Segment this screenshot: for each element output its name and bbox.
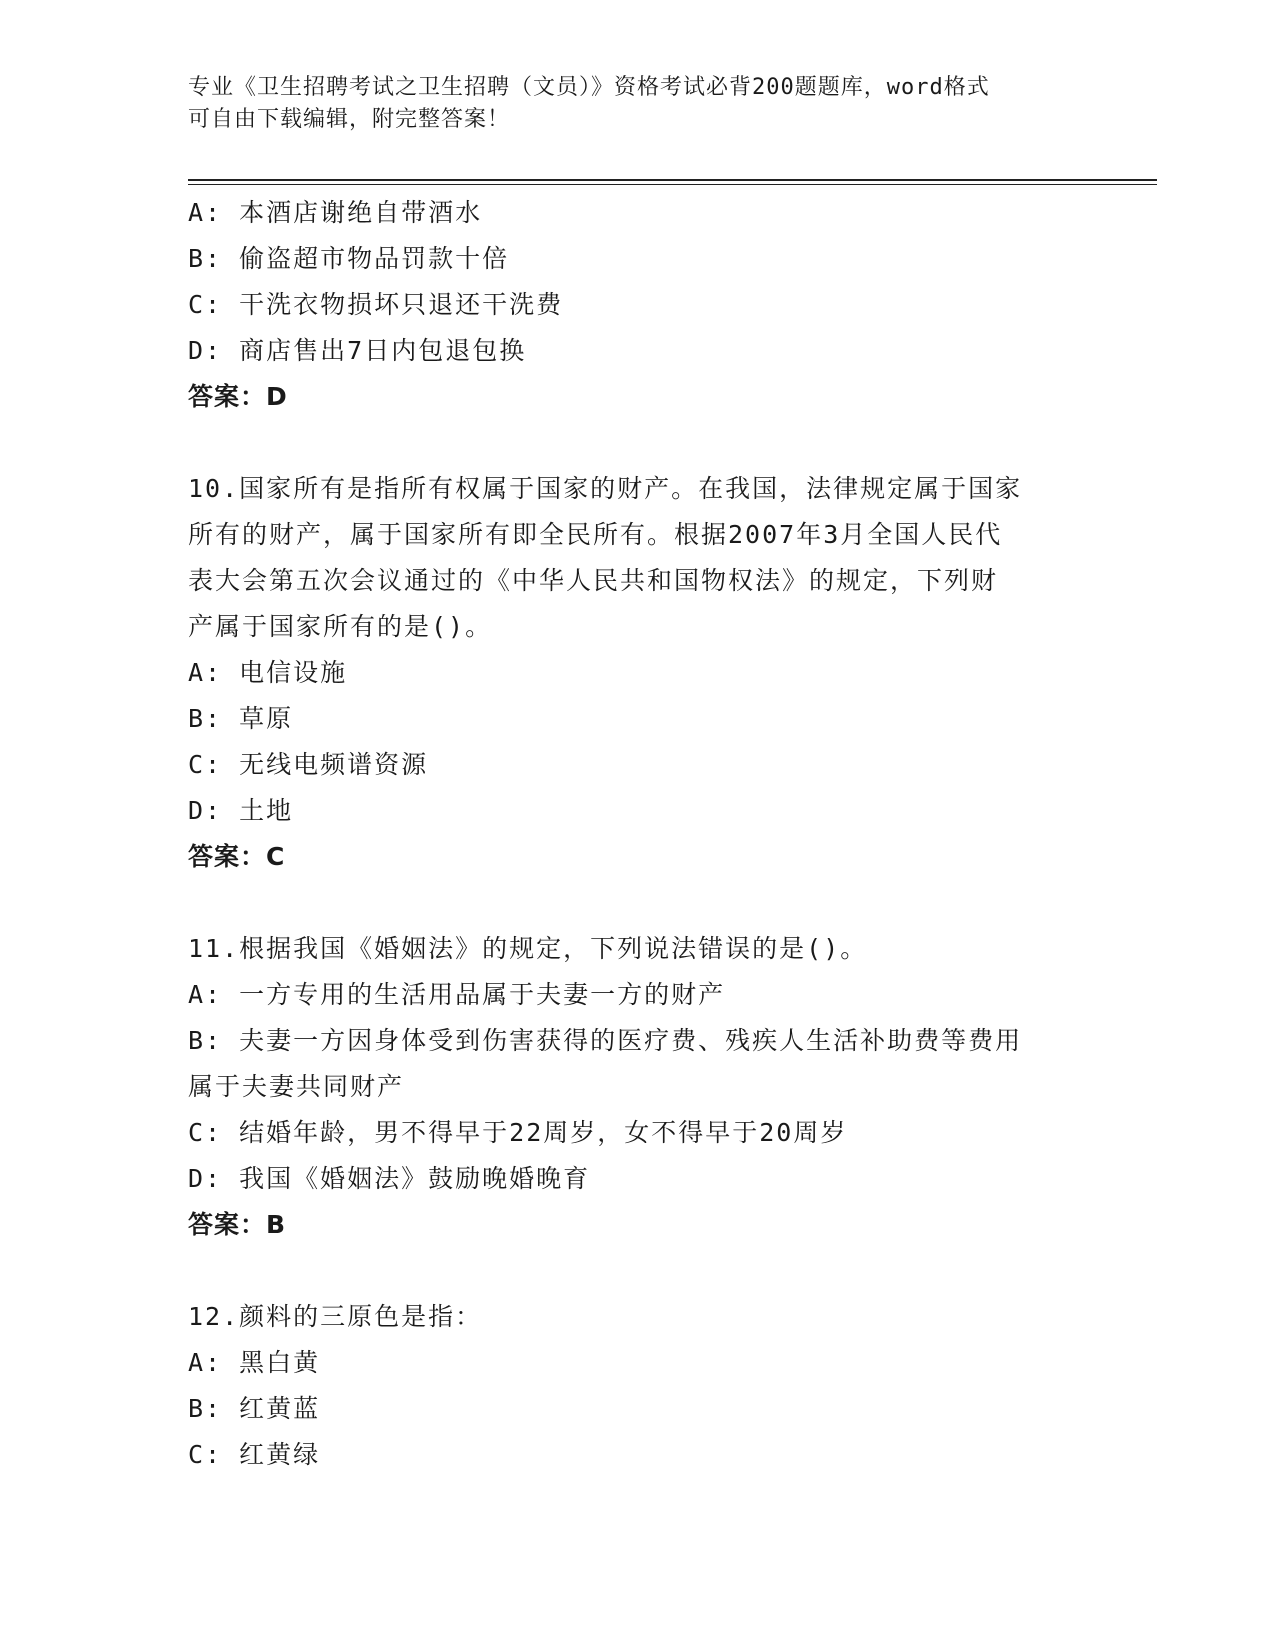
option-b: B: 红黄蓝 [188,1394,321,1423]
option-d: D: 我国《婚姻法》鼓励晚婚晚育 [188,1164,591,1193]
header-line-1: 专业《卫生招聘考试之卫生招聘（文员）》资格考试必背200题题库，word格式 [188,75,990,100]
option-c: C: 结婚年龄，男不得早于22周岁，女不得早于20周岁 [188,1118,848,1147]
option-b-continued: 属于夫妻共同财产 [188,1072,405,1101]
question-stem-line: 表大会第五次会议通过的《中华人民共和国物权法》的规定，下列财 [188,566,999,595]
option-b: B: 偷盗超市物品罚款十倍 [188,244,510,273]
question-stem-line: 11.根据我国《婚姻法》的规定，下列说法错误的是()。 [188,934,868,963]
option-a: A: 一方专用的生活用品属于夫妻一方的财产 [188,980,726,1009]
option-c: C: 红黄绿 [188,1440,321,1469]
option-c: C: 干洗衣物损坏只退还干洗费 [188,290,564,319]
question-list [188,190,1088,1478]
option-b: B: 草原 [188,704,294,733]
question-stem-line: 12.颜料的三原色是指： [188,1302,483,1331]
question-9 [188,190,1088,420]
option-a: A: 黑白黄 [188,1348,321,1377]
option-d: D: 土地 [188,796,294,825]
answer: 答案：D [188,382,288,411]
option-b: B: 夫妻一方因身体受到伤害获得的医疗费、残疾人生活补助费等费用 [188,1026,1023,1055]
option-d: D: 商店售出7日内包退包换 [188,336,527,365]
header-divider-thick [188,179,1157,181]
option-c: C: 无线电频谱资源 [188,750,429,779]
answer: 答案：C [188,842,286,871]
question-10 [188,466,1088,880]
question-11 [188,926,1088,1248]
question-12 [188,1294,1088,1478]
header-divider-thin [188,184,1157,185]
question-stem-line: 10.国家所有是指所有权属于国家的财产。在我国，法律规定属于国家 [188,474,1023,503]
header-line-2: 可自由下载编辑，附完整答案！ [188,107,511,132]
document-header [188,72,1088,136]
question-stem-line: 所有的财产，属于国家所有即全民所有。根据2007年3月全国人民代 [188,520,1003,549]
option-a: A: 本酒店谢绝自带酒水 [188,198,483,227]
option-a: A: 电信设施 [188,658,348,687]
answer: 答案：B [188,1210,287,1239]
question-stem-line: 产属于国家所有的是()。 [188,612,493,641]
